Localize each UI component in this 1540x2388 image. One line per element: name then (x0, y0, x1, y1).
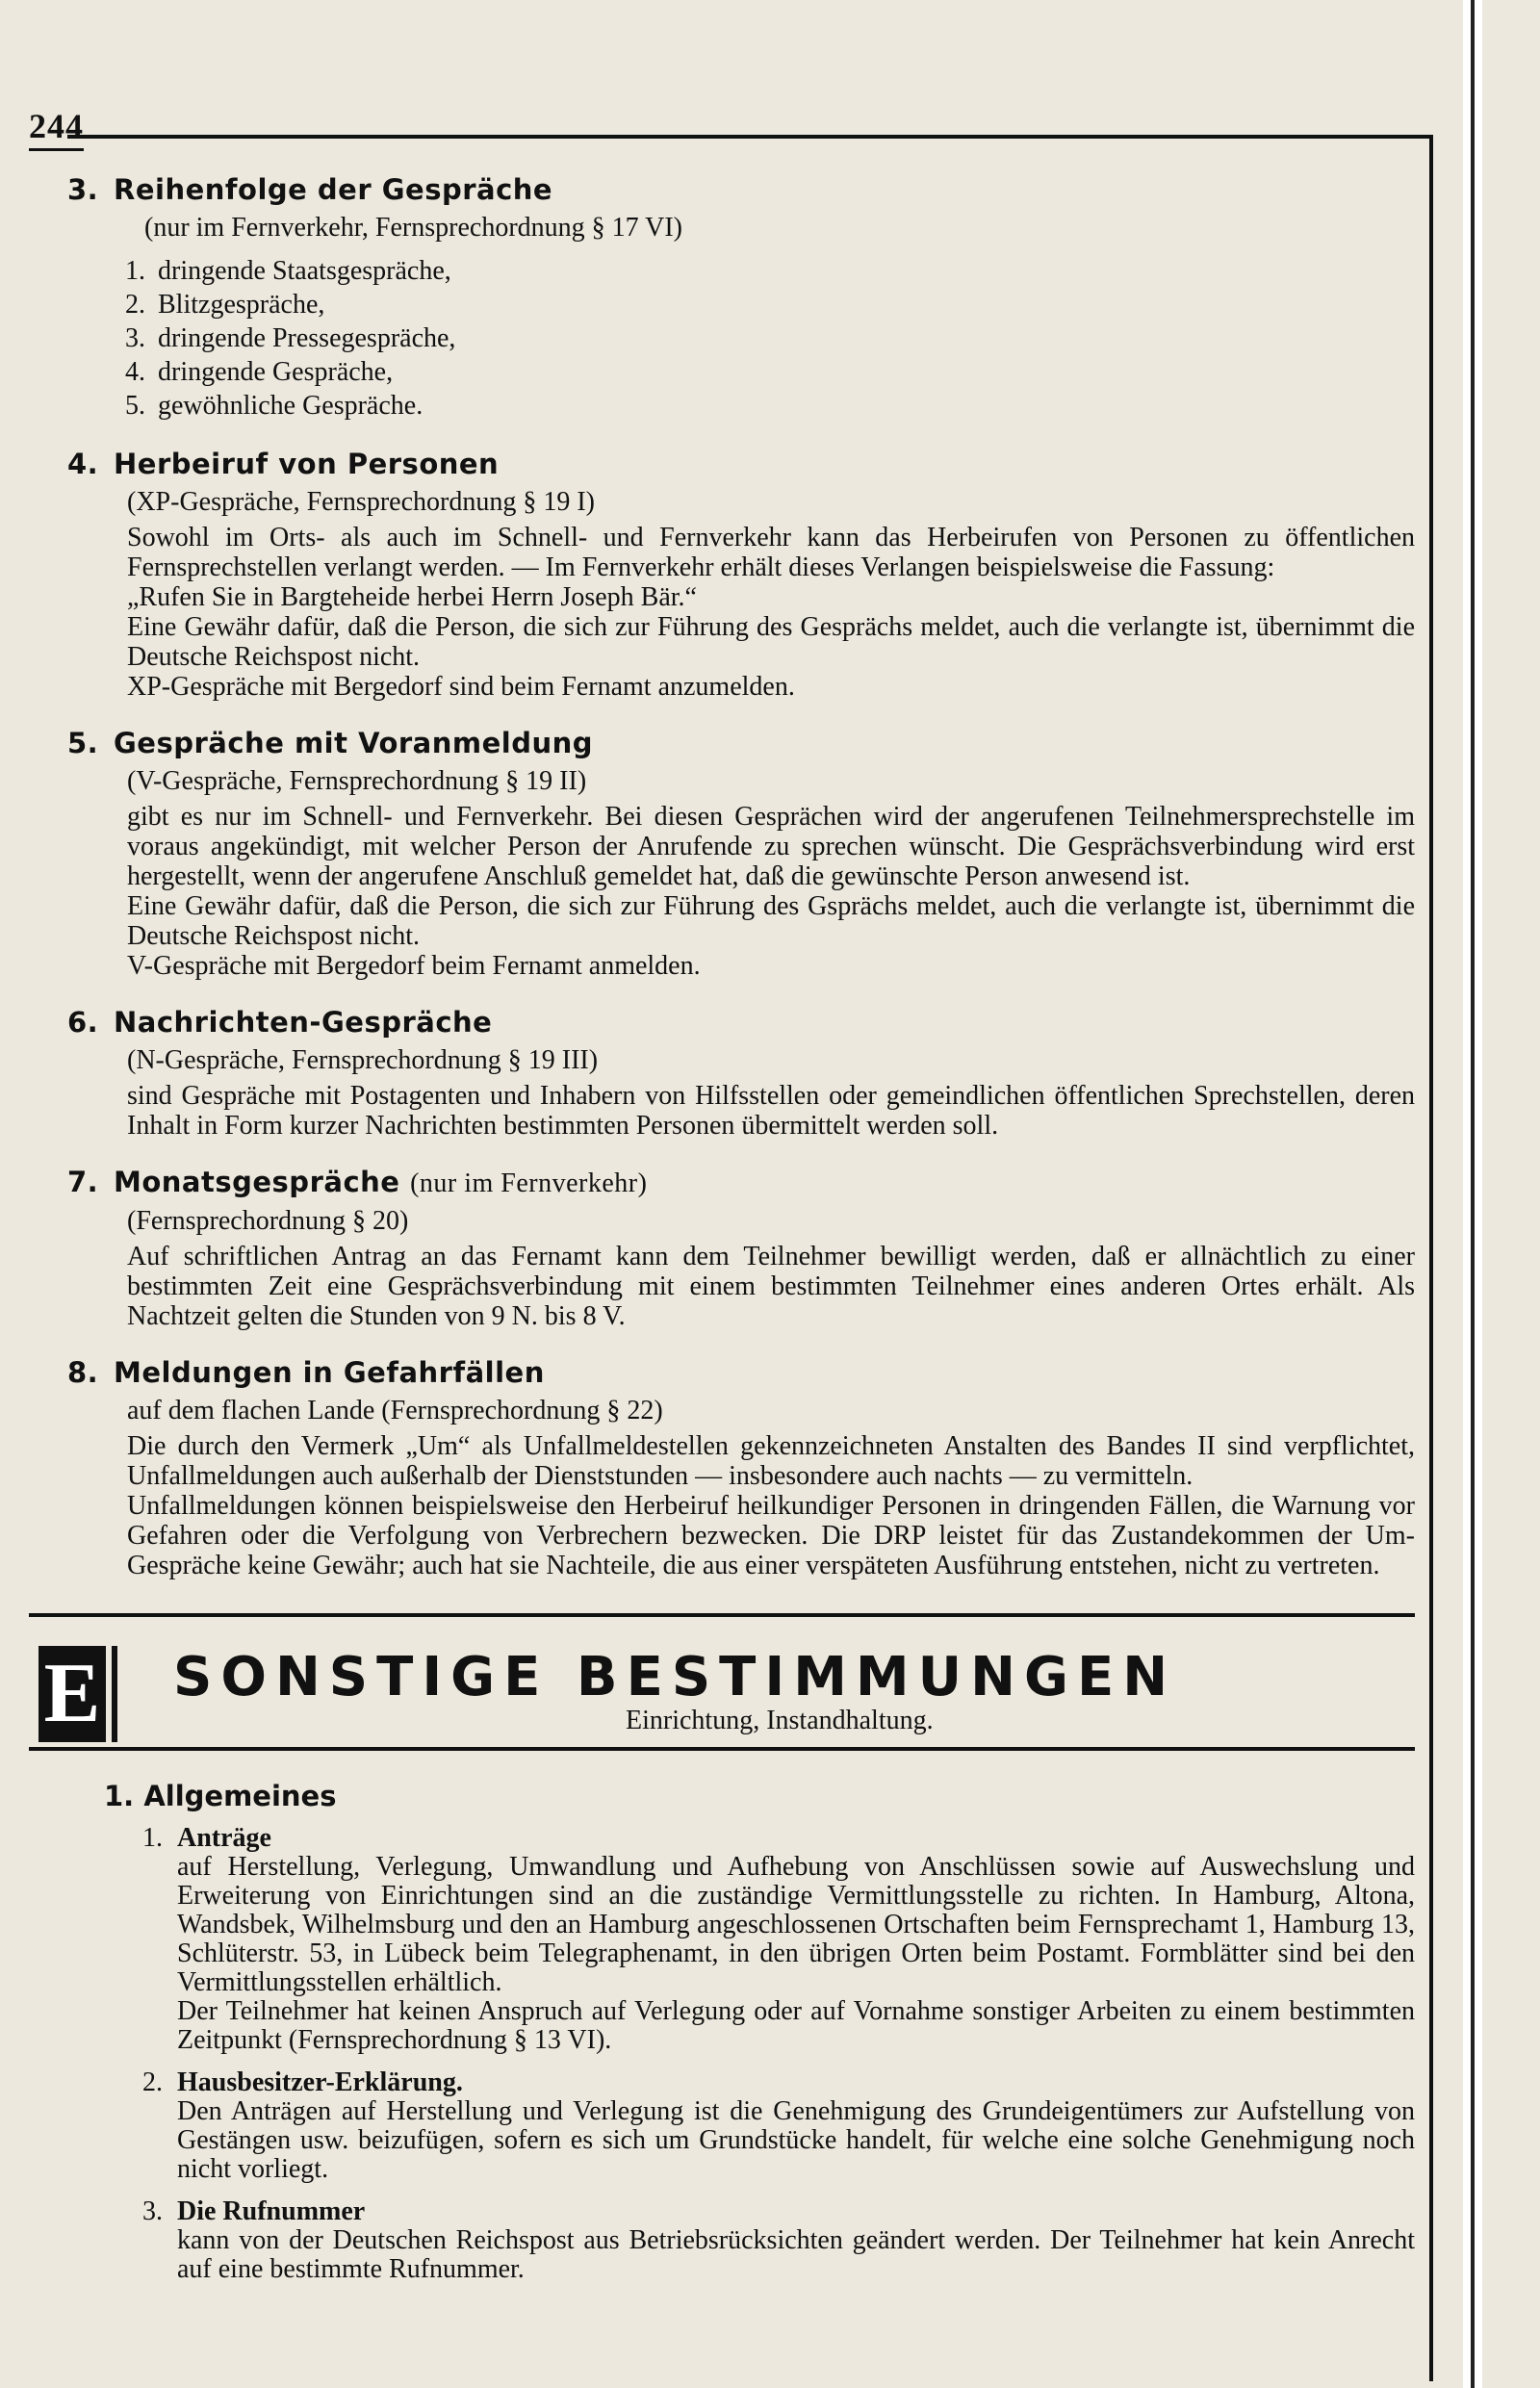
paragraph: V-Gespräche mit Bergedorf beim Fernamt anmelden. (127, 951, 701, 981)
section-number: 8. (67, 1356, 99, 1389)
section-monatsgespraeche (67, 1166, 1415, 1331)
subsection-title: Allgemeines (143, 1780, 337, 1812)
item-heading: 2. Hausbesitzer-Erklärung. (142, 2067, 463, 2097)
section-subtitle: auf dem flachen Lande (Fernsprechordnung § 22) (127, 1396, 663, 1425)
paragraph: auf Herstellung, Verlegung, Umwandlung und Aufhebung von Anschlüssen sowie auf Auswechslung und Erweiterung von Einrichtungen sind an die zuständige Vermittlungsstelle zu richten. In Hamburg, Altona, Wandsbek, Wilhelmsburg und den an Hamburg angeschlossenen Ortschaften beim Fernsprechamt 1, Hamburg 13, Schlüterstr. 53, in Lübeck beim Telegraphenamt, in den übrigen Orten beim Postamt. Formblätter sind bei den Vermittlungsstellen erhältlich. (177, 1852, 1415, 1997)
list-item: 5. gewöhnliche Gespräche. (125, 391, 424, 421)
section-heading (67, 173, 1415, 206)
section-subtitle: (Fernsprechordnung § 20) (127, 1206, 409, 1236)
section-body (127, 1081, 1415, 1141)
item-rufnummer (142, 2197, 1415, 2284)
chapter-subtitle: Einrichtung, Instandhaltung. (626, 1706, 934, 1735)
section-body (127, 1242, 1415, 1331)
section-herbeiruf (67, 448, 1415, 702)
list-item: 2. Blitzgespräche, (125, 290, 325, 320)
section-number: 7. (67, 1166, 99, 1198)
section-title: Gespräche mit Voranmeldung (114, 727, 594, 759)
section-body (127, 802, 1415, 981)
paragraph: Die durch den Vermerk „Um“ als Unfallmeldestellen gekennzeichneten Anstalten des Bandes II sind verpflichtet, Unfallmeldungen auch außerhalb der Dienststunden — insbesondere auch nachts — zu vermitteln. (127, 1431, 1415, 1491)
paragraph: sind Gespräche mit Postagenten und Inhabern von Hilfsstellen oder gemeindlichen öffentlichen Sprechstellen, deren Inhalt in Form kurzer Nachrichten bestimmten Personen übermittelt werden soll. (127, 1081, 1415, 1141)
section-number: 5. (67, 727, 99, 759)
chapter-letter: E (38, 1646, 106, 1742)
section-voranmeldung (67, 727, 1415, 981)
section-title-suffix: (nur im Fernverkehr) (410, 1168, 648, 1198)
subsection-number: 1. (104, 1780, 135, 1812)
main-content (43, 173, 1415, 2298)
item-body (177, 1853, 1415, 2055)
paragraph: Unfallmeldungen können beispielsweise den Herbeiruf heilkundiger Personen in dringenden Fällen, die Warnung vor Gefahren oder die Verfolgung von Verbrechern bezwecken. Die DRP leistet für das Zustandekommen der Um-Gespräche keine Gewähr; auch hat sie Nachteile, die aus einer verspäteten Ausführung entstehen, nicht zu vertreten. (127, 1491, 1415, 1580)
paragraph: gibt es nur im Schnell- und Fernverkehr. Bei diesen Gesprächen wird der angerufenen Teilnehmersprechstelle im voraus angekündigt, mit welcher Person der Anrufende zu sprechen wünscht. Die Gesprächsverbindung wird erst hergestellt, wenn der angerufene Anschluß gemeldet hat, daß die gewünschte Person anwesend ist. (127, 802, 1415, 891)
item-heading: 3. Die Rufnummer (142, 2196, 366, 2226)
section-title: Meldungen in Gefahrfällen (114, 1356, 545, 1389)
section-heading (67, 1356, 1415, 1389)
section-heading (67, 1166, 1415, 1199)
section-subtitle: (V-Gespräche, Fernsprechordnung § 19 II) (127, 766, 587, 796)
section-number: 4. (67, 448, 99, 480)
item-body (177, 2226, 1415, 2284)
section-subtitle: (nur im Fernverkehr, Fernsprechordnung § 17 VI) (144, 213, 683, 243)
section-number: 3. (67, 173, 99, 206)
chapter-letter-bar (112, 1646, 117, 1742)
subsection-heading (104, 1780, 1415, 1812)
section-gefahrfaelle (67, 1356, 1415, 1580)
section-title: Herbeiruf von Personen (114, 448, 500, 480)
section-nachrichten (67, 1006, 1415, 1141)
paragraph: Eine Gewähr dafür, daß die Person, die sich zur Führung des Gsprächs meldet, auch die verlangte ist, übernimmt die Deutsche Reichspost nicht. (127, 891, 1415, 951)
chapter-title: SONSTIGE BESTIMMUNGEN (173, 1646, 1177, 1708)
item-antraege (142, 1824, 1415, 2055)
section-body (127, 523, 1415, 702)
section-heading (67, 1006, 1415, 1039)
item-heading: 1. Anträge (142, 1823, 271, 1853)
section-title: Nachrichten-Gespräche (114, 1006, 493, 1039)
priority-list (125, 254, 1415, 423)
section-number: 6. (67, 1006, 99, 1039)
section-body (127, 1431, 1415, 1580)
paragraph: XP-Gespräche mit Bergedorf sind beim Fernamt anzumelden. (127, 672, 795, 702)
section-title: Monatsgespräche (114, 1166, 400, 1198)
paragraph: kann von der Deutschen Reichspost aus Betriebsrücksichten geändert werden. Der Teilnehmer hat kein Anrecht auf eine bestimmte Rufnummer. (177, 2225, 1415, 2284)
section-heading (67, 448, 1415, 480)
list-item: 3. dringende Pressegespräche, (125, 323, 456, 353)
section-reihenfolge (67, 173, 1415, 423)
list-item: 1. dringende Staatsgespräche, (125, 256, 451, 286)
section-title: Reihenfolge der Gespräche (114, 173, 553, 206)
section-subtitle: (N-Gespräche, Fernsprechordnung § 19 III) (127, 1045, 599, 1075)
paragraph: „Rufen Sie in Bargteheide herbei Herrn Joseph Bär.“ (127, 582, 697, 612)
right-margin-rule (1463, 0, 1482, 2388)
item-body (177, 2097, 1415, 2184)
paragraph: Der Teilnehmer hat keinen Anspruch auf Verlegung oder auf Vornahme sonstiger Arbeiten zu einem bestimmten Zeitpunkt (Fernsprechordnung § 13 VI). (177, 1996, 1415, 2055)
chapter-banner (29, 1613, 1415, 1751)
paragraph: Eine Gewähr dafür, daß die Person, die sich zur Führung des Gesprächs meldet, auch die verlangte ist, übernimmt die Deutsche Reichspost nicht. (127, 612, 1415, 672)
list-item: 4. dringende Gespräche, (125, 357, 394, 387)
item-hausbesitzer (142, 2068, 1415, 2184)
paragraph: Sowohl im Orts- als auch im Schnell- und Fernverkehr kann das Herbeirufen von Personen zu öffentlichen Fernsprechstellen verlangt werden. — Im Fernverkehr erhält dieses Verlangen beispielsweise die Fassung: (127, 523, 1415, 582)
section-subtitle: (XP-Gespräche, Fernsprechordnung § 19 I) (127, 487, 595, 517)
page-number: 244 (29, 106, 84, 151)
paragraph: Auf schriftlichen Antrag an das Fernamt kann dem Teilnehmer bewilligt werden, daß er allnächtlich zu einer bestimmten Zeit eine Gesprächsverbindung mit einem bestimmten Teilnehmer eines anderen Ortes erhält. Als Nachtzeit gelten die Stunden von 9 N. bis 8 V. (127, 1242, 1415, 1331)
paragraph: Den Anträgen auf Herstellung und Verlegung ist die Genehmigung des Grundeigentümers zur Aufstellung von Gestängen usw. beizufügen, sofern es sich um Grundstücke handelt, für welche eine solche Genehmigung noch nicht vorliegt. (177, 2096, 1415, 2184)
section-heading (67, 727, 1415, 759)
